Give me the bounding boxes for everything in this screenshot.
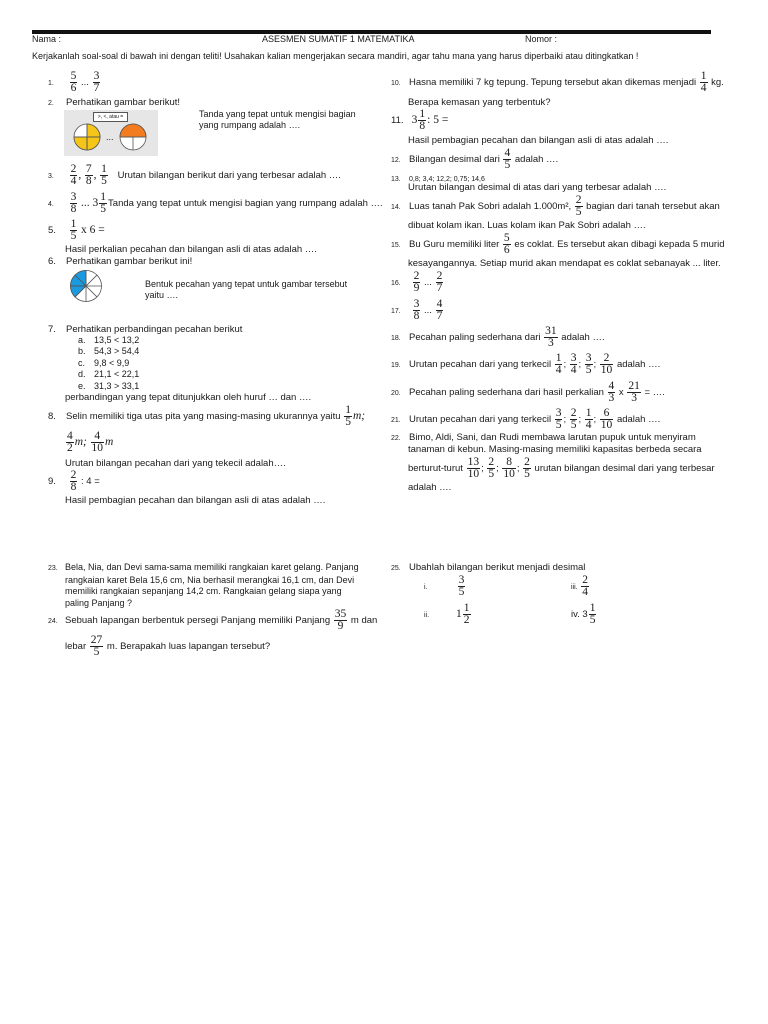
question-14-line2: dibuat kolam ikan. Luas kolam ikan Pak Sobri adalah ….: [408, 220, 646, 231]
question-24: 24. Sebuah lapangan berbentuk persegi Panjang memiliki Panjang $\frac{35}{9}$ m dan: [48, 608, 378, 632]
question-22: 22. Bimo, Aldi, Sani, dan Rudi membawa larutan pupuk untuk menyiram: [391, 432, 696, 443]
question-6: 6. Perhatikan gambar berikut ini!: [48, 256, 193, 267]
question-9-text: Hasil pembagian pecahan dan bilangan asli di atas adalah ….: [65, 495, 326, 506]
question-7-options: [78, 335, 139, 392]
question-25-i: i. $\frac{3}{5}$: [424, 574, 465, 598]
option-a: a. 13,5 < 13,2: [78, 335, 140, 345]
question-5-text: Hasil perkalian pecahan dan bilangan asli di atas adalah ….: [65, 244, 317, 255]
question-4: 4. $\frac{3}{8}$ ... 3 $\frac{1}{5}$ Tanda yang tepat untuk mengisi bagian yang rumpang adalah ….: [48, 191, 383, 215]
question-7-after: perbandingan yang tepat ditunjukkan oleh huruf … dan ….: [65, 392, 312, 403]
question-24-line2: lebar $\frac{27}{5}$ m. Berapakah luas lapangan tersebut?: [65, 634, 271, 658]
question-18: 18. Pecahan paling sederhana dari $\frac{31}{3}$ adalah ….: [391, 325, 605, 349]
question-10: 10. Hasna memiliki 7 kg tepung. Tepung tersebut akan dikemas menjadi $\frac{1}{4}$ kg.: [391, 70, 724, 94]
question-5: 5. $\frac{1}{5}$ x 6 =: [48, 218, 105, 242]
symbol-hint-box: >, <, atau =: [93, 112, 128, 122]
question-8-lengths: $\frac{4}{2}$ m; $\frac{4}{10}$ m: [67, 430, 114, 454]
question-13: 13. 0,8; 3,4; 12,2; 0,75; 14,6: [391, 176, 485, 183]
question-17: 17. $\frac{3}{8}$ ... $\frac{4}{7}$: [391, 298, 443, 322]
question-15: 15. Bu Guru memiliki liter $\frac{5}{6}$ es coklat. Es tersebut akan dibagi kepada 5 murid: [391, 232, 725, 256]
comparison-figure: >, <, atau = ...: [64, 110, 158, 156]
question-13-text: Urutan bilangan desimal di atas dari yang terbesar adalah ….: [408, 182, 667, 193]
question-2-side: Tanda yang tepat untuk mengisi bagian yang rumpang adalah ….: [199, 109, 356, 130]
question-25-iv: iv. 3 $\frac{1}{5}$: [571, 602, 596, 626]
question-9: 9. $\frac{2}{8}$ : 4 =: [48, 469, 100, 493]
question-8-after: Urutan bilangan pecahan dari yang tekecil adalah….: [65, 458, 286, 469]
pie-blue: [69, 269, 103, 303]
question-6-side: Bentuk pecahan yang tepat untuk gambar tersebut yaitu ….: [145, 279, 348, 300]
option-d: d. 21,1 < 22,1: [78, 369, 140, 380]
question-20: 20. Pecahan paling sederhana dari hasil perkalian $\frac{4}{3}$ x $\frac{21}{3}$ = ….: [391, 380, 665, 404]
pie-orange: [118, 122, 148, 152]
instruction: Kerjakanlah soal-soal di bawah ini dengan teliti! Usahakan kalian mengerjakan secara mandiri, agar tahu mana yang harus diperbaiki atau ditingkatkan !: [32, 51, 639, 61]
question-11-text: Hasil pembagian pecahan dan bilangan asli di atas adalah ….: [408, 135, 669, 146]
question-15-line2: kesayangannya. Setiap murid akan mendapat es coklat sebanayak ... liter.: [408, 258, 721, 269]
question-25-iii: iii. $\frac{2}{4}$: [571, 574, 589, 598]
question-8: 8. Selin memiliki tiga utas pita yang masing-masing ukurannya yaitu $\frac{1}{5}$ m;: [48, 404, 366, 428]
question-16: 16. $\frac{2}{9}$ ... $\frac{2}{7}$: [391, 270, 443, 294]
question-25: 25. Ubahlah bilangan berikut menjadi desimal: [391, 562, 586, 573]
question-23: 23. Bela, Nia, dan Devi sama-sama memiliki rangkaian karet gelang. Panjang rangkaian karet Bela 15,6 cm, Nia berhasil merangkai 16,1 cm, dan Devi memiliki rangkaian sepanjang 14,2 cm. Rangkaian gelang siapa yang paling Panjang ?: [48, 562, 359, 608]
question-14: 14. Luas tanah Pak Sobri adalah 1.000m², $\frac{2}{5}$ bagian dari tanah tersebut akan: [391, 194, 720, 218]
question-10-line2: Berapa kemasan yang terbentuk?: [408, 97, 551, 108]
question-25-ii: ii. 1 $\frac{1}{2}$: [424, 602, 470, 626]
question-2: 2. Perhatikan gambar berikut!: [48, 97, 181, 108]
question-7: 7. Perhatikan perbandingan pecahan berikut: [48, 324, 243, 335]
question-22-line4: adalah ….: [408, 482, 452, 493]
question-11: 11. 3 $\frac{1}{8}$ : 5 =: [391, 108, 449, 132]
nama-label: Nama :: [32, 34, 62, 44]
option-b: b. 54,3 > 54,4: [78, 346, 140, 357]
pie-yellow: [72, 122, 102, 152]
question-21: 21. Urutan pecahan dari yang terkecil $\frac{3}{5}$ ; $\frac{2}{5}$ ; $\frac{1}{4}$ ; $\frac{6}{10}$ adalah ….: [391, 407, 661, 431]
question-3: 3. $\frac{2}{4}$ , $\frac{7}{8}$ , $\frac{1}{5}$ Urutan bilangan berikut dari yang terbesar adalah ….: [48, 163, 341, 187]
exam-title: ASESMEN SUMATIF 1 MATEMATIKA: [262, 34, 415, 44]
option-c: c. 9,8 < 9,9: [78, 357, 130, 368]
option-e: e. 31,3 > 33,1: [78, 380, 140, 391]
question-22-line2: tanaman di kebun. Masing-masing memiliki kapasitas berbeda secara: [408, 444, 702, 455]
question-1: 1. $\frac{5}{6}$ ... $\frac{3}{7}$: [48, 70, 100, 94]
nomor-label: Nomor :: [525, 34, 558, 44]
question-22-fractions: berturut-turut $\frac{13}{10}$ ; $\frac{2}{5}$ ; $\frac{8}{10}$ ; $\frac{2}{5}$ urutan bilangan desimal dari yang terbesar: [408, 456, 715, 480]
question-19: 19. Urutan pecahan dari yang terkecil $\frac{1}{4}$ ; $\frac{3}{4}$ ; $\frac{3}{5}$ ; $\frac{2}{10}$ adalah ….: [391, 352, 661, 376]
question-12: 12. Bilangan desimal dari $\frac{4}{5}$ adalah ….: [391, 147, 559, 171]
